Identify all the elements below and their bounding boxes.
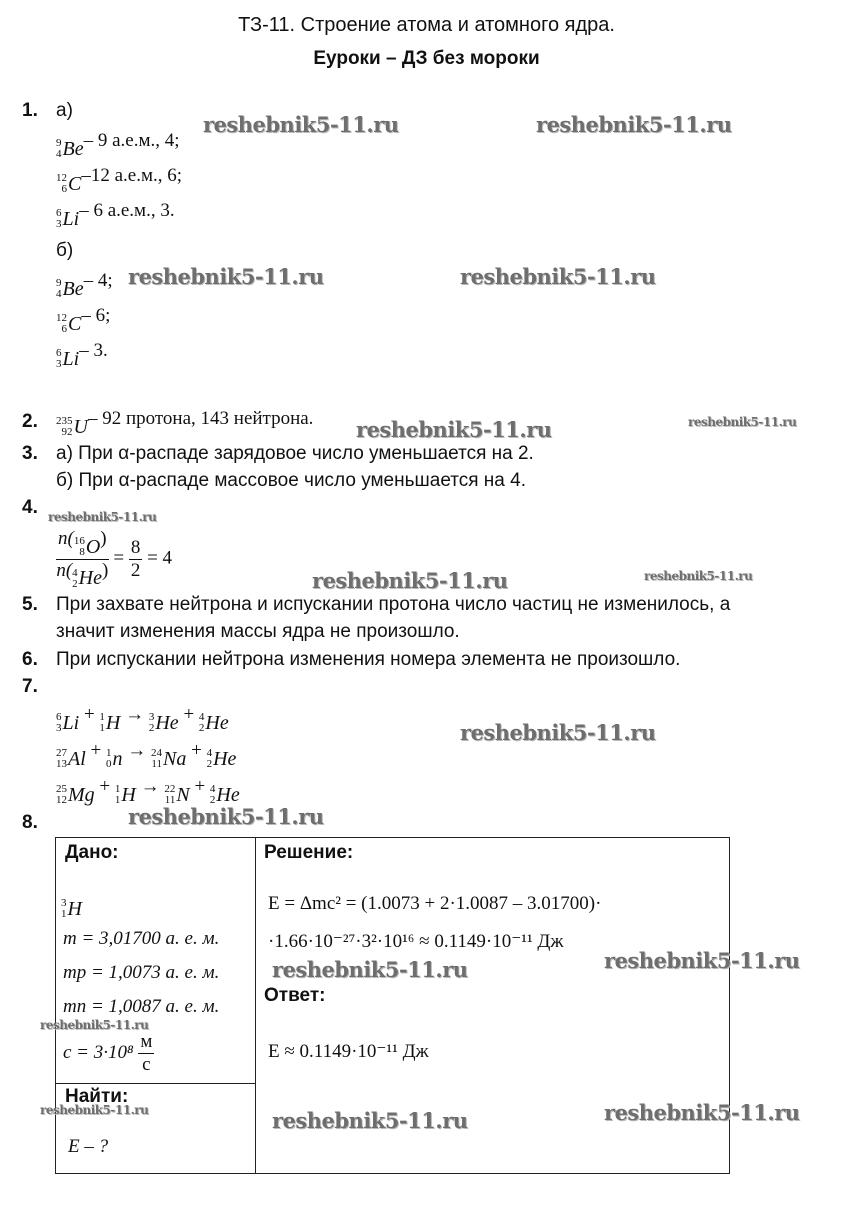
q5-line: При захвате нейтрона и испускании протона число частиц не изменилось, а [56,594,731,615]
q5-number: 5. [22,594,38,615]
atomic-number: 3 [56,218,62,230]
arrow-symbol: → [135,776,165,797]
q1-a-line: 12 6 C –12 а.е.м., 6; [56,165,183,195]
mass-number: 6 [56,207,62,219]
mass-number: 4 [206,747,213,759]
mass-number: 1 [99,711,105,723]
reaction [56,740,236,771]
q1-a-line: 9 4 Be – 9 а.е.м., 4; [56,130,180,160]
find-cell [56,1084,256,1174]
q7-number: 7. [22,676,38,697]
isotope [61,898,82,921]
watermark: reshebnik5-11.ru [48,510,157,524]
given-label: Дано: [65,842,119,863]
mass-number: 6 [56,347,62,359]
q4-formula: n( 16 8 O ) n( 4 2 He ) = $\frac{8}{2}$ = 4 [56,528,173,590]
given-cell [56,838,256,1084]
isotope [56,208,79,231]
reaction [56,704,229,735]
atomic-number: 2 [148,722,155,734]
watermark: reshebnik5-11.ru [40,1018,149,1032]
element-symbol: He [205,711,229,734]
atomic-number: 13 [56,758,67,770]
atomic-number: 6 [61,323,67,335]
solution-line: ·1.66·10⁻²⁷·3²·10¹⁶ ≈ 0.1149·10⁻¹¹ Дж [268,931,564,952]
q3-number: 3. [22,443,38,464]
mass-number: 1 [114,783,121,795]
mass-number: 6 [56,711,62,723]
element-symbol: C [68,172,82,195]
mass-number: 3 [61,897,67,909]
watermark: reshebnik5-11.ru [460,720,656,745]
atomic-number: 11 [164,794,176,806]
element-symbol: Na [163,747,187,770]
q1-a-label: а) [56,100,73,121]
isotope [149,712,179,735]
q6-number: 6. [22,649,38,670]
mass-number: 9 [56,277,62,289]
atomic-number: 2 [209,794,216,806]
q2-number: 2. [22,411,38,432]
atomic-number: 1 [99,722,105,734]
mass-number: 16 [73,535,85,547]
atomic-number: 4 [56,148,62,160]
element-symbol: C [68,312,82,335]
isotope [56,138,84,161]
atomic-number: 8 [79,546,85,558]
element-symbol: He [155,711,179,734]
given-light-speed: c = 3·10⁸ $\frac{м}{с}$ [63,1031,153,1075]
q6-text: При испускании нейтрона изменения номера элемента не произошло. [56,649,681,670]
mass-number: 235 [56,415,73,427]
element-symbol: Be [62,137,84,160]
watermark: reshebnik5-11.ru [272,957,468,982]
mass-number: 25 [56,783,67,795]
atomic-number: 3 [56,722,62,734]
watermark: reshebnik5-11.ru [203,112,399,137]
answer-label: Ответ: [264,985,326,1006]
page-subtitle: Еуроки – ДЗ без мороки [313,48,540,69]
mass-number: 4 [72,566,78,579]
isotope [56,784,95,807]
atomic-number: 6 [61,183,67,195]
mass-number: 12 [56,172,67,184]
q8-number: 8. [22,812,38,833]
watermark: reshebnik5-11.ru [40,1103,149,1117]
atomic-number: 11 [151,758,162,770]
element-symbol: Al [68,747,86,770]
mass-number: 4 [198,711,205,723]
q4-number: 4. [22,497,38,518]
watermark: reshebnik5-11.ru [312,568,508,593]
plus-symbol: + [189,776,210,797]
isotope [207,748,237,771]
plus-symbol: + [94,776,115,797]
given-mass: m = 3,01700 а. е. м. [63,928,220,949]
q1-b-line: 6 3 Li – 3. [56,340,108,370]
plus-symbol: + [85,740,106,761]
arrow-symbol: → [120,704,149,725]
atomic-number: 4 [56,288,62,300]
element-symbol: Mg [68,783,95,806]
element-symbol: He [78,567,102,589]
watermark: reshebnik5-11.ru [272,1108,468,1133]
isotope [56,278,84,301]
answer-value: E ≈ 0.1149·10⁻¹¹ Дж [268,1041,429,1062]
plus-symbol: + [79,704,100,725]
mass-number: 24 [151,747,162,759]
watermark: reshebnik5-11.ru [688,415,797,429]
reaction [56,776,240,807]
mass-number: 9 [56,137,62,149]
watermark: reshebnik5-11.ru [128,804,324,829]
element-symbol: Li [62,207,80,230]
find-value: E – ? [68,1136,109,1157]
isotope [56,348,79,371]
watermark: reshebnik5-11.ru [356,417,552,442]
element-symbol: H [121,783,136,806]
q2-text: 235 92 U – 92 протона, 143 нейтрона. [56,408,314,438]
element-symbol: H [105,711,121,734]
given-proton-mass: mp = 1,0073 а. е. м. [63,962,220,983]
plus-symbol: + [178,704,199,725]
element-symbol: Be [62,277,84,300]
atomic-number: 92 [61,426,73,438]
mass-number: 1 [106,747,112,759]
q3-line: а) При α-распаде зарядовое число уменьшается на 2. [56,443,534,464]
q1-b-line: 12 6 C – 6; [56,305,111,335]
element-symbol: He [216,783,240,806]
q5-line: значит изменения массы ядра не произошло. [56,621,460,642]
isotope [106,748,123,771]
watermark: reshebnik5-11.ru [604,1100,800,1125]
element-symbol: N [176,783,190,806]
solution-label: Решение: [264,842,354,863]
q1-b-line: 9 4 Be – 4; [56,270,113,300]
isotope [56,173,81,196]
given-isotope [61,890,82,921]
atomic-number: 1 [61,908,67,920]
atomic-number: 12 [56,794,67,806]
mass-number: 12 [56,312,67,324]
watermark: reshebnik5-11.ru [128,264,324,289]
watermark: reshebnik5-11.ru [644,569,753,583]
element-symbol: He [213,747,237,770]
atomic-number: 2 [72,577,78,590]
plus-symbol: + [186,740,207,761]
element-symbol: Li [62,711,80,734]
watermark: reshebnik5-11.ru [536,112,732,137]
isotope [56,416,88,439]
watermark: reshebnik5-11.ru [460,264,656,289]
isotope [56,748,86,771]
given-neutron-mass: mn = 1,0087 а. е. м. [63,996,220,1017]
element-symbol: n [112,747,123,770]
isotope [56,712,79,735]
page-title: ТЗ-11. Строение атома и атомного ядра. [238,14,615,36]
isotope [74,536,100,559]
solution-line: E = Δmc² = (1.0073 + 2·1.0087 – 3.01700)· [268,893,602,914]
isotope [151,748,186,771]
arrow-symbol: → [122,740,151,761]
q1-a-line: 6 3 Li – 6 а.е.м., 3. [56,200,175,230]
find-label: Найти: [65,1086,129,1107]
q1-b-label: б) [56,240,74,261]
mass-number: 3 [148,711,155,723]
atomic-number: 0 [106,758,112,770]
q3-line: б) При α-распаде массовое число уменьшается на 4. [56,470,526,491]
isotope [99,712,120,735]
isotope [56,313,81,336]
element-symbol: O [85,535,101,558]
mass-number: 22 [164,783,176,795]
element-symbol: Li [62,347,80,370]
isotope [72,567,102,590]
atomic-number: 2 [198,722,205,734]
mass-number: 4 [209,783,216,795]
q1-number: 1. [22,100,38,121]
watermark: reshebnik5-11.ru [604,948,800,973]
element-symbol: U [73,415,88,438]
mass-number: 27 [56,747,67,759]
atomic-number: 1 [114,794,121,806]
atomic-number: 2 [206,758,213,770]
atomic-number: 3 [56,358,62,370]
element-symbol: H [67,897,82,920]
isotope [199,712,229,735]
